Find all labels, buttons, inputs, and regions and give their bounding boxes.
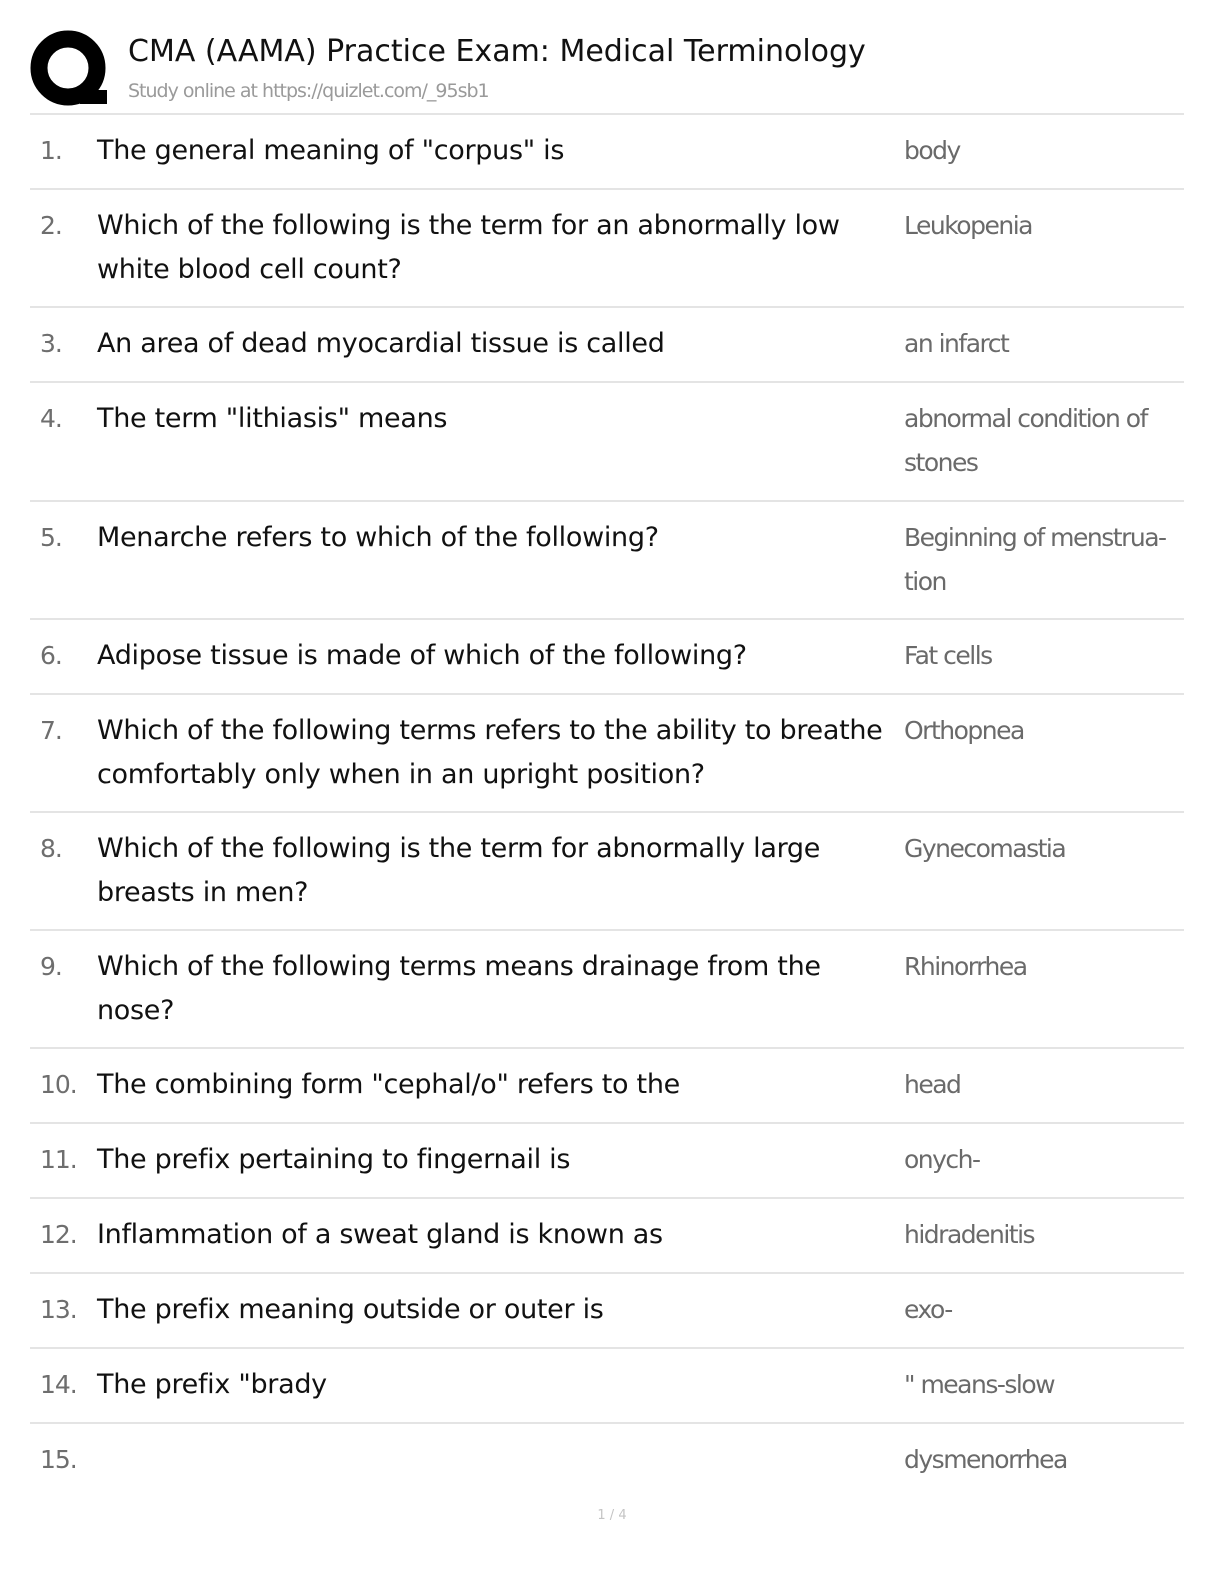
term-row xyxy=(30,1274,1184,1349)
item-number: 8. xyxy=(40,834,62,863)
term-row xyxy=(30,620,1184,695)
item-number: 13. xyxy=(40,1295,77,1324)
item-number: 4. xyxy=(40,404,62,433)
term-row xyxy=(30,115,1184,190)
term-list xyxy=(30,113,1184,1499)
term-row xyxy=(30,1049,1184,1124)
answer-text: dysmenorrhea xyxy=(904,1445,1067,1474)
question-text: Which of the following terms refers to the ability to breathe comfortably only when in an upright position? xyxy=(97,715,883,790)
answer-text: Gynecomastia xyxy=(904,834,1066,863)
question-text: The combining form "cephal/o" refers to the xyxy=(97,1069,680,1100)
item-number: 7. xyxy=(40,716,62,745)
term-row xyxy=(30,1199,1184,1274)
question-text: The prefix meaning outside or outer is xyxy=(97,1294,604,1325)
item-number: 11. xyxy=(40,1145,77,1174)
quizlet-logo-icon xyxy=(30,30,110,110)
question-text: Which of the following is the term for abnormally large breasts in men? xyxy=(97,833,821,908)
question-text: Which of the following terms means drainage from the nose? xyxy=(97,951,821,1026)
answer-text: onych- xyxy=(904,1145,980,1174)
item-number: 10. xyxy=(40,1070,77,1099)
term-row xyxy=(30,931,1184,1049)
question-text: The general meaning of "corpus" is xyxy=(97,135,565,166)
item-number: 15. xyxy=(40,1445,77,1474)
answer-text: hidradenitis xyxy=(904,1220,1035,1249)
page-header xyxy=(30,30,1184,114)
term-row xyxy=(30,190,1184,308)
question-text: Menarche refers to which of the following? xyxy=(97,522,659,553)
answer-text: body xyxy=(904,136,960,165)
question-text xyxy=(97,1438,897,1482)
page-number: 1 / 4 xyxy=(597,1508,627,1523)
answer-text: Rhinorrhea xyxy=(904,952,1027,981)
question-text: Inflammation of a sweat gland is known as xyxy=(97,1219,663,1250)
item-number: 9. xyxy=(40,952,62,981)
term-row xyxy=(30,695,1184,813)
item-number: 3. xyxy=(40,329,62,358)
term-row xyxy=(30,1349,1184,1424)
term-row xyxy=(30,1424,1184,1499)
item-number: 1. xyxy=(40,136,62,165)
term-row xyxy=(30,383,1184,502)
item-number: 2. xyxy=(40,211,62,240)
answer-text: " means-slow xyxy=(904,1370,1055,1399)
item-number: 12. xyxy=(40,1220,77,1249)
study-online-link[interactable]: Study online at https://quizlet.com/_95sb1 xyxy=(128,80,489,102)
item-number: 6. xyxy=(40,641,62,670)
question-text: The prefix "brady xyxy=(97,1369,327,1400)
question-text: An area of dead myocardial tissue is called xyxy=(97,328,665,359)
answer-text: exo- xyxy=(904,1295,952,1324)
question-text: Adipose tissue is made of which of the following? xyxy=(97,640,747,671)
question-text: The term "lithiasis" means xyxy=(97,403,448,434)
answer-text: abnormal condition of stones xyxy=(904,404,1147,477)
question-text: Which of the following is the term for an abnormally low white blood cell count? xyxy=(97,210,840,285)
answer-text: an infarct xyxy=(904,329,1009,358)
term-row xyxy=(30,308,1184,383)
answer-text: Orthopnea xyxy=(904,716,1024,745)
answer-text: Fat cells xyxy=(904,641,992,670)
term-row xyxy=(30,502,1184,620)
answer-text: Beginning of menstrua- tion xyxy=(904,523,1166,596)
item-number: 14. xyxy=(40,1370,77,1399)
answer-text: head xyxy=(904,1070,961,1099)
term-row xyxy=(30,1124,1184,1199)
page-title: CMA (AAMA) Practice Exam: Medical Terminology xyxy=(128,34,866,69)
question-text: The prefix pertaining to fingernail is xyxy=(97,1144,571,1175)
term-row xyxy=(30,813,1184,931)
item-number: 5. xyxy=(40,523,62,552)
answer-text: Leukopenia xyxy=(904,211,1032,240)
